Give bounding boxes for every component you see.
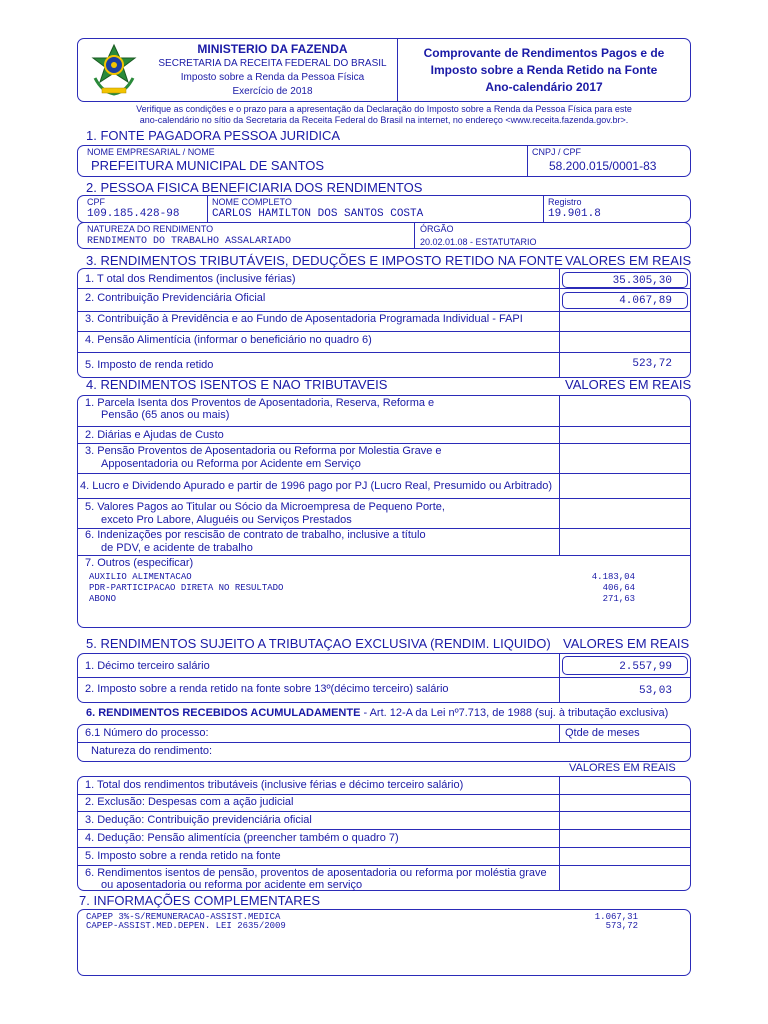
s6-row-4-label: 4. Dedução: Pensão alimentícia (preencher também o quadro 7) [85,832,399,844]
s3-row-4-label: 4. Pensão Alimentícia (informar o beneficiário no quadro 6) [85,334,372,346]
s3-row-3-label: 3. Contribuição à Previdência e ao Fundo de Aposentadoria Programada Individual - FAPI [85,313,523,325]
notice-line-2: ano-calendário no sítio da Secretaria da Receita Federal do Brasil na internet, no endereço <www.receita.fazenda.gov.br>. [139,115,629,125]
s3-row-1-value: 35.305,30 [612,275,672,287]
document-title-1: Comprovante de Rendimentos Pagos e de [423,46,665,60]
months-label: Qtde de meses [565,727,640,739]
s7-item-1-value: 1.067,31 [594,912,638,922]
registration-value: 19.901.8 [548,208,601,220]
s6-row-3-label: 3. Dedução: Contribuição previdenciária oficial [85,814,312,826]
section-7-title: 7. INFORMAÇÕES COMPLEMENTARES [79,893,321,908]
organ-label: ÓRGÃO [420,224,454,234]
s4-row-7-label: 7. Outros (especificar) [85,557,194,569]
s6-row-6-label-a: 6. Rendimentos isentos de pensão, proventos de aposentadoria ou reforma por moléstia grave [85,867,547,879]
process-number-label: 6.1 Número do processo: [85,727,209,739]
s3-row-2-label: 2. Contribuição Previdenciária Oficial [85,292,266,304]
s4-row-6-label-a: 6. Indenizações por rescisão de contrato de trabalho, inclusive a título [85,529,426,541]
section-1-title: 1. FONTE PAGADORA PESSOA JURIDICA [86,128,341,143]
s4-row-3-label-b: Apposentadoria ou Reforma por Acidente em Serviço [101,458,361,470]
s4-row-3-label-a: 3. Pensão Proventos de Aposentadoria ou Reforma por Molestia Grave e [85,445,442,457]
section-3-title: 3. RENDIMENTOS TRIBUTÁVEIS, DEDUÇÕES E IMPOSTO RETIDO NA FONTE [86,253,563,268]
payer-name-label: NOME EMPRESARIAL / NOME [87,147,215,157]
s4-other-2-value: 406,64 [602,583,635,593]
payer-cnpj-value: 58.200.015/0001-83 [549,159,657,173]
s3-row-2-value: 4.067,89 [619,295,672,307]
s7-item-2-value: 573,72 [605,921,638,931]
coat-of-arms-icon [86,42,142,98]
s7-item-2-label: CAPEP-ASSIST.MED.DEPEN. LEI 2635/2009 [86,921,286,931]
ministry-name: MINISTERIO DA FAZENDA [197,42,348,56]
s6-row-1-label: 1. Total dos rendimentos tributáveis (inclusive férias e décimo terceiro salário) [85,779,464,791]
s4-other-3-value: 271,63 [602,594,635,604]
payer-cnpj-label: CNPJ / CPF [532,147,582,157]
section-3-values-header: VALORES EM REAIS [565,253,692,268]
s7-item-1-label: CAPEP 3%-S/REMUNERACAO-ASSIST.MEDICA [86,912,281,922]
cpf-label: CPF [87,197,105,207]
s6-row-6-label-b: ou aposentadoria ou reforma por acidente em serviço [101,879,363,891]
section-6-title [86,707,668,719]
nature-of-income-label: Natureza do rendimento: [91,745,213,757]
s4-other-1-label: AUXILIO ALIMENTACAO [89,572,192,582]
s3-row-1-label: 1. T otal dos Rendimentos (inclusive férias) [85,273,296,285]
payer-name-value: PREFEITURA MUNICIPAL DE SANTOS [91,158,325,173]
tax-name: Imposto sobre a Renda da Pessoa Física [180,72,365,83]
section-5-values-header: VALORES EM REAIS [563,636,690,651]
section-2-title: 2. PESSOA FISICA BENEFICIARIA DOS RENDIMENTOS [86,180,423,195]
nature-label: NATUREZA DO RENDIMENTO [87,224,214,234]
nature-value: RENDIMENTO DO TRABALHO ASSALARIADO [87,236,292,247]
s4-other-3-label: ABONO [89,594,117,604]
s6-row-5-label: 5. Imposto sobre a renda retido na fonte [85,850,281,862]
s5-row-1-label: 1. Décimo terceiro salário [85,660,210,672]
section-5-title: 5. RENDIMENTOS SUJEITO A TRIBUTAÇAO EXCLUSIVA (RENDIM. LIQUIDO) [86,636,551,651]
document-title-3: Ano-calendário 2017 [485,80,603,94]
s5-row-2-value: 53,03 [638,685,672,697]
section-4-values-header: VALORES EM REAIS [565,377,692,392]
notice-line-1: Verifique as condições e o prazo para a apresentação da Declaração do Imposto sobre a Renda da Pessoa Física para este [136,104,632,114]
s4-other-2-label: PDR-PARTICIPACAO DIRETA NO RESULTADO [89,583,284,593]
s3-row-5-label: 5. Imposto de renda retido [85,359,214,371]
s5-row-1-value: 2.557,99 [619,661,672,673]
s5-row-2-label: 2. Imposto sobre a renda retido na fonte sobre 13º(décimo terceiro) salário [85,683,449,695]
s4-row-5-label-a: 5. Valores Pagos ao Titular ou Sócio da Microempresa de Pequeno Porte, [85,501,445,513]
secretariat-name: SECRETARIA DA RECEITA FEDERAL DO BRASIL [158,58,387,69]
s4-row-1-label-a: 1. Parcela Isenta dos Proventos de Aposentadoria, Reserva, Reforma e [85,397,435,409]
beneficiary-name-label: NOME COMPLETO [212,197,292,207]
s4-other-1-value: 4.183,04 [591,572,635,582]
registration-label: Registro [548,197,582,207]
s4-row-2-label: 2. Diárias e Ajudas de Custo [85,429,224,441]
organ-value: 20.02.01.08 - ESTATUTARIO [420,237,537,247]
s4-row-1-label-b: Pensão (65 anos ou mais) [101,409,230,421]
s4-row-6-label-b: de PDV, e acidente de trabalho [101,542,253,554]
section-6-title-bold: 6. RENDIMENTOS RECEBIDOS ACUMULADAMENTE [86,707,361,719]
exercise-year: Exercício de 2018 [232,86,313,97]
s4-row-4-label: 4. Lucro e Dividendo Apurado e partir de 1996 pago por PJ (Lucro Real, Presumido ou Arbitrado) [80,480,553,492]
s3-row-5-value: 523,72 [632,358,672,370]
s6-row-2-label: 2. Exclusão: Despesas com a ação judicial [85,796,294,808]
s4-row-5-label-b: exceto Pro Labore, Aluguéis ou Serviços Prestados [101,514,352,526]
section-6-values-header: VALORES EM REAIS [569,762,676,774]
cpf-value: 109.185.428-98 [87,208,180,220]
document-title-2: Imposto sobre a Renda Retido na Fonte [430,63,658,77]
section-6-title-rest: - Art. 12-A da Lei nº7.713, de 1988 (suj. à tributação exclusiva) [360,707,669,719]
beneficiary-name-value: CARLOS HAMILTON DOS SANTOS COSTA [212,208,424,220]
section-4-title: 4. RENDIMENTOS ISENTOS E NAO TRIBUTAVEIS [86,377,388,392]
